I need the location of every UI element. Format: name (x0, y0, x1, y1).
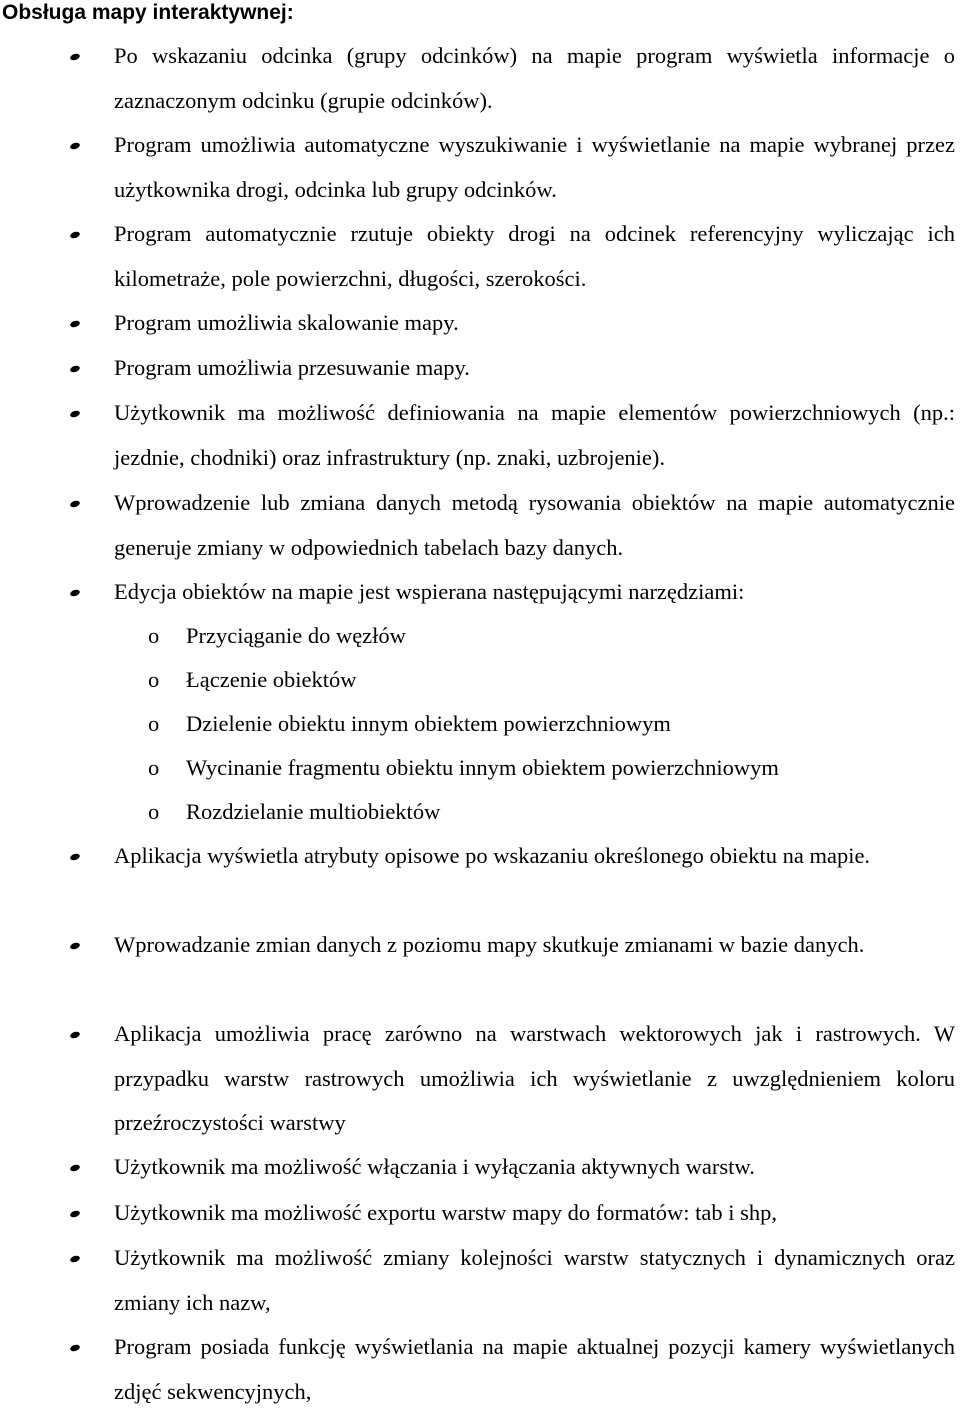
sub-list-item-text: Łączenie obiektów (186, 667, 357, 692)
list-item (114, 123, 955, 212)
list-item (114, 391, 955, 480)
list-item (114, 212, 955, 301)
list-item-text: Edycja obiektów na mapie jest wspierana następującymi narzędziami: (114, 579, 745, 604)
list-item (114, 834, 955, 879)
list-item (114, 1236, 955, 1325)
circle-bullet-icon: o (148, 623, 160, 648)
list-item (114, 346, 955, 391)
section-heading: Obsługa mapy interaktywnej: (2, 1, 294, 24)
list-item-text: Użytkownik ma możliwość zmiany kolejności warstw statycznych i dynamicznych oraz zmiany ich nazw, (114, 1245, 955, 1315)
list-item-text: Aplikacja wyświetla atrybuty opisowe po wskazaniu określonego obiektu na mapie. (114, 843, 871, 868)
sub-list-item (148, 746, 946, 790)
sub-list-item-text: Rozdzielanie multiobiektów (186, 799, 441, 824)
sub-list-item-text: Dzielenie obiektu innym obiektem powierzchniowym (186, 711, 671, 736)
bullet-icon (69, 589, 80, 598)
list-item-text: Użytkownik ma możliwość włączania i wyłączania aktywnych warstw. (114, 1154, 755, 1179)
bullet-icon (69, 1255, 80, 1264)
bullet-icon (69, 365, 80, 374)
list-item-text: Program umożliwia automatyczne wyszukiwanie i wyświetlanie na mapie wybranej przez użytkownika drogi, odcinka lub grupy odcinków. (114, 132, 955, 202)
sub-list-item-text: Wycinanie fragmentu obiektu innym obiektem powierzchniowym (186, 755, 779, 780)
list-item (114, 481, 955, 570)
list-item (114, 1145, 955, 1190)
sub-list-item (148, 790, 946, 834)
list-item-text: Użytkownik ma możliwość exportu warstw mapy do formatów: tab i shp, (114, 1200, 778, 1225)
circle-bullet-icon: o (148, 711, 160, 736)
list-item (114, 34, 955, 123)
bullet-icon (69, 231, 80, 240)
sub-list-item (148, 658, 946, 702)
bullet-icon (69, 1164, 80, 1173)
bullet-icon (69, 142, 80, 151)
list-item (114, 1191, 955, 1236)
bullet-icon (69, 53, 80, 62)
list-item-text: Po wskazaniu odcinka (grupy odcinków) na mapie program wyświetla informacje o zaznaczonym odcinku (grupie odcinków). (114, 43, 955, 113)
bullet-icon (69, 320, 80, 329)
list-item-text: Program umożliwia przesuwanie mapy. (114, 355, 470, 380)
bullet-icon (69, 942, 80, 951)
list-item-text: Użytkownik ma możliwość definiowania na mapie elementów powierzchniowych (np.: jezdnie, chodniki) oraz infrastruktury (np. znaki, uzbrojenie). (114, 400, 955, 470)
list-item-text: Program automatycznie rzutuje obiekty drogi na odcinek referencyjny wyliczając ich kilometraże, pole powierzchni, długości, szerokości. (114, 221, 955, 291)
bullet-icon (69, 1210, 80, 1219)
bullet-icon (69, 853, 80, 862)
list-item (114, 923, 955, 968)
bullet-icon (69, 410, 80, 419)
sub-list-item-text: Przyciąganie do węzłów (186, 623, 406, 648)
list-item (114, 1325, 955, 1414)
list-item-text: Aplikacja umożliwia pracę zarówno na warstwach wektorowych jak i rastrowych. W przypadku warstw rastrowych umożliwia ich wyświetlanie z uwzględnieniem koloru przeźroczystości warstwy (114, 1021, 955, 1135)
circle-bullet-icon: o (148, 755, 160, 780)
list-item (114, 301, 955, 346)
sub-list-item (148, 702, 946, 746)
list-item-text: Wprowadzenie lub zmiana danych metodą rysowania obiektów na mapie automatycznie generuje zmiany w odpowiednich tabelach bazy danych. (114, 490, 955, 560)
bullet-icon (69, 1031, 80, 1040)
circle-bullet-icon: o (148, 799, 160, 824)
bullet-icon (69, 1344, 80, 1353)
circle-bullet-icon: o (148, 667, 160, 692)
list-item (114, 1012, 955, 1146)
list-item-text: Program umożliwia skalowanie mapy. (114, 310, 459, 335)
list-item-text: Program posiada funkcję wyświetlania na mapie aktualnej pozycji kamery wyświetlanych zdjęć sekwencyjnych, (114, 1334, 955, 1404)
sub-list-item (148, 614, 946, 658)
list-item (114, 570, 955, 615)
bullet-icon (69, 500, 80, 509)
list-item-text: Wprowadzanie zmian danych z poziomu mapy skutkuje zmianami w bazie danych. (114, 932, 865, 957)
